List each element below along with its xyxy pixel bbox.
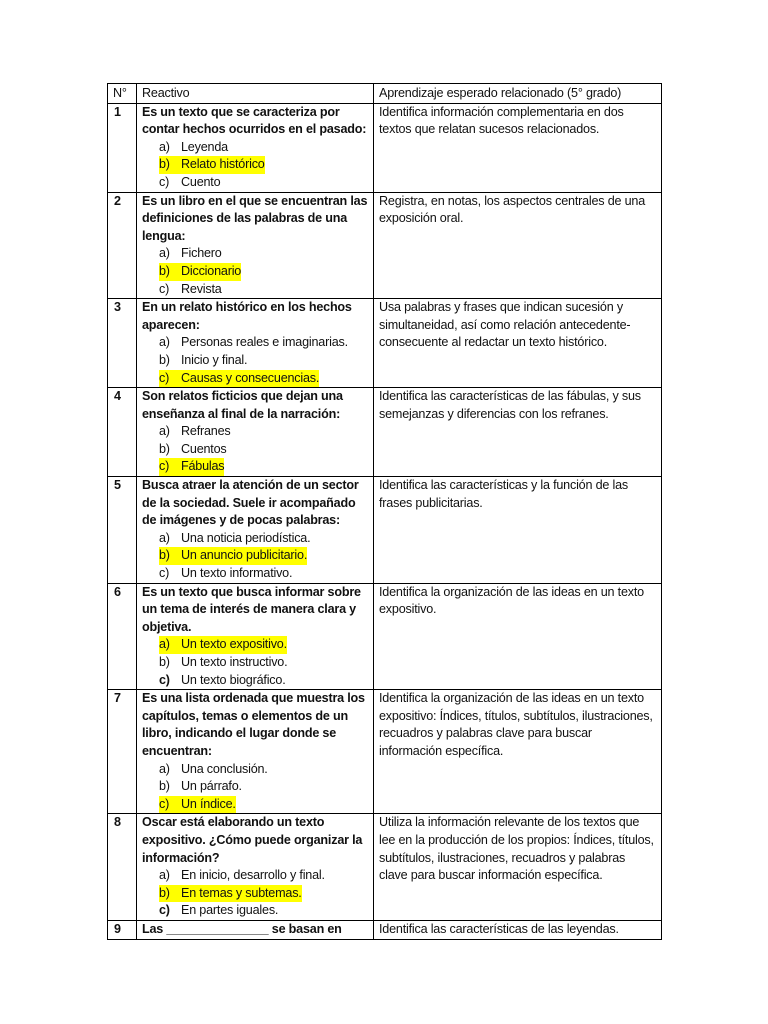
- exam-table: [107, 83, 662, 940]
- aprendizaje-cell: Identifica información complementaria en dos textos que relatan sucesos relacionados.: [374, 103, 662, 192]
- option-letter: c): [159, 566, 170, 581]
- question-cell: [137, 388, 374, 477]
- question-cell: [137, 103, 374, 192]
- option-text: Una conclusión.: [181, 761, 268, 776]
- option-letter: c): [159, 672, 170, 687]
- question-stem: En un relato histórico en los hechos aparecen:: [142, 300, 352, 332]
- question-cell: [137, 583, 374, 690]
- option-letter: c): [159, 796, 181, 814]
- option-letter: a): [159, 530, 170, 545]
- option-text: En temas y subtemas.: [181, 885, 302, 903]
- question-number: 7: [108, 690, 137, 814]
- aprendizaje-cell: Identifica las características de las fábulas, y sus semejanzas y diferencias con los refranes.: [374, 388, 662, 477]
- answer-options: [142, 245, 368, 298]
- question-number: 1: [108, 103, 137, 192]
- question-stem: Es una lista ordenada que muestra los capítulos, temas o elementos de un libro, indicando el lugar donde se encuentran:: [142, 691, 365, 758]
- header-num: N°: [108, 84, 137, 104]
- question-number: 3: [108, 299, 137, 388]
- answer-option-correct: [159, 458, 368, 476]
- question-number: 6: [108, 583, 137, 690]
- answer-option-correct: [159, 263, 368, 281]
- option-text: Inicio y final.: [181, 352, 248, 367]
- option-text: Personas reales e imaginarias.: [181, 335, 348, 350]
- table-body: [108, 103, 662, 939]
- question-stem: Es un texto que se caracteriza por contar hechos ocurridos en el pasado:: [142, 104, 367, 137]
- question-number: 9: [108, 920, 137, 939]
- option-text: Relato histórico: [181, 156, 265, 174]
- question-cell: [137, 477, 374, 584]
- question-stem: Es un texto que busca informar sobre un tema de interés de manera clara y objetiva.: [142, 584, 361, 634]
- option-text: Revista: [181, 281, 222, 296]
- answer-option: [159, 281, 368, 299]
- answer-options: [142, 334, 368, 387]
- option-text: Fábulas: [181, 458, 224, 476]
- answer-option-correct: [159, 547, 368, 565]
- answer-option-correct: [159, 156, 368, 174]
- option-text: Diccionario: [181, 263, 241, 281]
- option-letter: c): [159, 903, 170, 918]
- option-letter: b): [159, 156, 181, 174]
- table-row: [108, 477, 662, 584]
- option-text: Un índice.: [181, 796, 236, 814]
- option-text: En partes iguales.: [181, 903, 279, 918]
- option-text: Un texto instructivo.: [181, 655, 288, 669]
- question-number: 8: [108, 814, 137, 921]
- question-cell: [137, 192, 374, 299]
- option-text: Causas y consecuencias.: [181, 370, 319, 388]
- question-stem: Oscar está elaborando un texto expositivo. ¿Cómo puede organizar la información?: [142, 815, 363, 865]
- option-text: Fichero: [181, 246, 222, 261]
- aprendizaje-cell: Registra, en notas, los aspectos centrales de una exposición oral.: [374, 192, 662, 299]
- question-cell: [137, 690, 374, 814]
- option-letter: b): [159, 885, 181, 903]
- aprendizaje-cell: Identifica la organización de las ideas en un texto expositivo.: [374, 583, 662, 690]
- aprendizaje-cell: Identifica las características de las leyendas.: [374, 920, 662, 939]
- aprendizaje-cell: Identifica las características y la función de las frases publicitarias.: [374, 477, 662, 584]
- option-letter: c): [159, 281, 170, 296]
- answer-option-correct: [159, 370, 368, 388]
- answer-option: [159, 902, 368, 920]
- option-text: Un anuncio publicitario.: [181, 547, 307, 565]
- answer-option: [159, 352, 368, 370]
- answer-option: [159, 565, 368, 583]
- question-number: 2: [108, 192, 137, 299]
- question-cell: [137, 814, 374, 921]
- answer-option: [159, 441, 368, 459]
- option-text: En inicio, desarrollo y final.: [181, 868, 325, 883]
- table-row: [108, 299, 662, 388]
- answer-option: [159, 423, 368, 441]
- aprendizaje-cell: Identifica la organización de las ideas en un texto expositivo: Índices, títulos, subtítulos, ilustraciones, recuadros y palabras clave para buscar información específica.: [374, 690, 662, 814]
- option-letter: a): [159, 335, 170, 350]
- table-row: [108, 192, 662, 299]
- option-letter: c): [159, 174, 170, 189]
- answer-option-correct: [159, 796, 368, 814]
- option-letter: a): [159, 761, 170, 776]
- answer-options: [142, 867, 368, 920]
- option-letter: a): [159, 139, 170, 154]
- table-header-row: [108, 84, 662, 104]
- exam-page: [107, 83, 661, 940]
- table-row: [108, 690, 662, 814]
- option-text: Cuento: [181, 174, 221, 189]
- question-stem: Son relatos ficticios que dejan una enseñanza al final de la narración:: [142, 389, 343, 421]
- aprendizaje-cell: Utiliza la información relevante de los textos que lee en la producción de los propios: Índices, títulos, subtítulos, ilustraciones, recuadros y palabras clave para buscar información específica.: [374, 814, 662, 921]
- option-letter: b): [159, 441, 170, 456]
- option-text: Cuentos: [181, 441, 227, 456]
- answer-option: [159, 761, 368, 779]
- option-letter: b): [159, 352, 170, 367]
- answer-option: [159, 245, 368, 263]
- option-letter: b): [159, 547, 181, 565]
- answer-options: [142, 636, 368, 689]
- table-row: [108, 583, 662, 690]
- question-cell: [137, 299, 374, 388]
- option-text: Leyenda: [181, 139, 228, 154]
- answer-option: [159, 174, 368, 192]
- answer-option: [159, 654, 368, 672]
- option-letter: a): [159, 246, 170, 261]
- answer-options: [142, 139, 368, 192]
- answer-option: [159, 530, 368, 548]
- option-letter: c): [159, 458, 181, 476]
- table-row: [108, 814, 662, 921]
- answer-option-correct: [159, 636, 368, 654]
- question-number: 4: [108, 388, 137, 477]
- question-number: 5: [108, 477, 137, 584]
- option-letter: a): [159, 868, 170, 883]
- answer-options: [142, 761, 368, 814]
- question-stem: Las _______________ se basan en: [142, 921, 342, 936]
- option-text: Un texto expositivo.: [181, 636, 287, 654]
- answer-option: [159, 139, 368, 157]
- option-letter: a): [159, 636, 181, 654]
- answer-options: [142, 530, 368, 583]
- aprendizaje-cell: Usa palabras y frases que indican sucesión y simultaneidad, así como relación antecedente-consecuente al redactar un texto histórico.: [374, 299, 662, 388]
- answer-option: [159, 672, 368, 690]
- option-text: Una noticia periodística.: [181, 530, 311, 545]
- question-stem: Busca atraer la atención de un sector de la sociedad. Suele ir acompañado de imágenes y de pocas palabras:: [142, 478, 359, 528]
- header-reactivo: Reactivo: [137, 84, 374, 104]
- option-letter: b): [159, 263, 181, 281]
- option-text: Un párrafo.: [181, 779, 242, 794]
- option-letter: b): [159, 655, 170, 669]
- question-stem: Es un libro en el que se encuentran las definiciones de las palabras de una lengua:: [142, 193, 368, 243]
- option-letter: a): [159, 424, 170, 439]
- answer-option: [159, 778, 368, 796]
- header-aprendizaje: Aprendizaje esperado relacionado (5° grado): [374, 84, 662, 104]
- answer-option: [159, 334, 368, 352]
- option-text: Un texto biográfico.: [181, 672, 286, 687]
- question-cell: [137, 920, 374, 939]
- answer-options: [142, 423, 368, 476]
- answer-option: [159, 867, 368, 885]
- option-letter: b): [159, 779, 170, 794]
- table-row: [108, 388, 662, 477]
- answer-option-correct: [159, 885, 368, 903]
- option-text: Refranes: [181, 424, 231, 439]
- option-text: Un texto informativo.: [181, 566, 293, 581]
- table-row: [108, 103, 662, 192]
- table-row: [108, 920, 662, 939]
- option-letter: c): [159, 370, 181, 388]
